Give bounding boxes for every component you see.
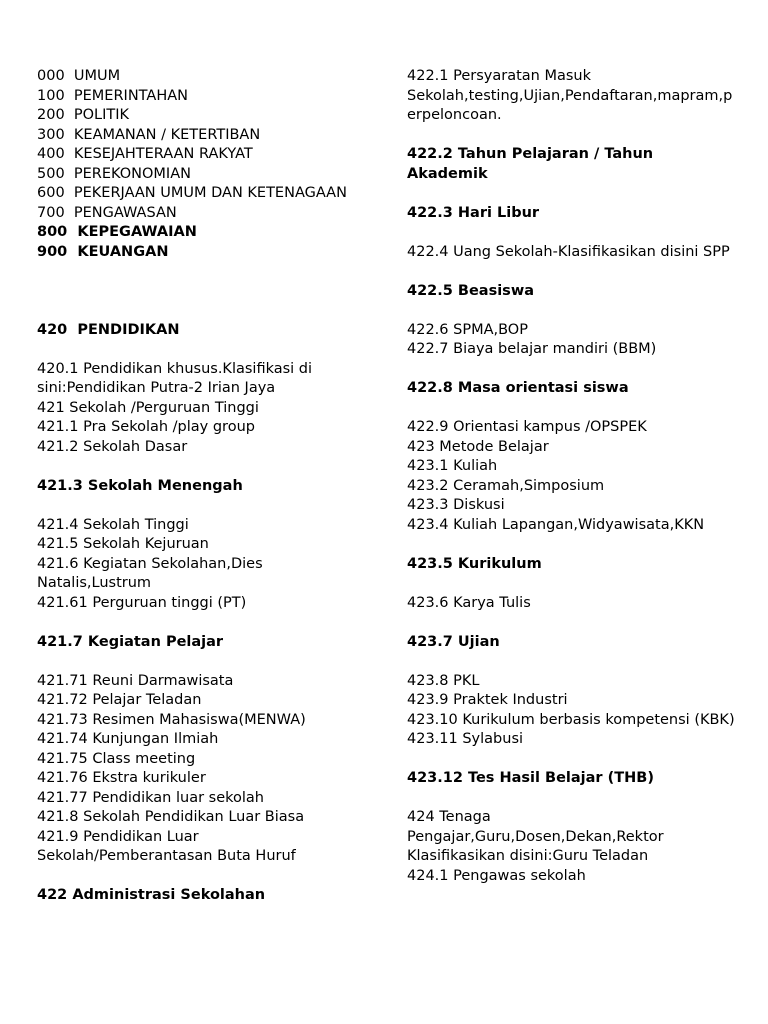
classification-entry: 421.75 Class meeting [37,750,196,767]
classification-entry: 421.4 Sekolah Tinggi [37,516,189,533]
classification-entry: 400 KESEJAHTERAAN RAKYAT [37,146,253,162]
left-column [37,67,377,906]
blank-line [37,867,377,887]
classification-entry: 420.1 Pendidikan khusus.Klasifikasi di sini:Pendidikan Putra-2 Irian Jaya [37,360,317,396]
section-heading: 422.8 Masa orientasi siswa [407,380,629,396]
right-column [407,67,737,886]
blank-line [407,750,737,770]
classification-entry: 421.72 Pelajar Teladan [37,692,202,708]
section-heading: 423.5 Kurikulum [407,555,542,572]
blank-line [407,262,737,282]
classification-entry: 421.9 Pendidikan Luar Sekolah/Pemberantasan Buta Huruf [37,828,296,864]
classification-entry: 100 PEMERINTAHAN [37,87,188,104]
blank-line [407,399,737,419]
blank-line [37,340,377,360]
section-heading: 900 KEUANGAN [37,243,169,260]
classification-entry: 421.77 Pendidikan luar sekolah [37,789,264,806]
blank-line [407,789,737,809]
classification-entry: 423.8 PKL [407,672,480,689]
classification-entry: 421.73 Resimen Mahasiswa(MENWA) [37,711,306,728]
classification-entry: 423.2 Ceramah,Simposium [407,477,605,494]
section-heading: 422.5 Beasiswa [407,282,534,299]
blank-line [407,652,737,672]
classification-entry: 421.71 Reuni Darmawisata [37,672,234,689]
blank-line [37,652,377,672]
classification-entry: 422.1 Persyaratan Masuk Sekolah,testing,Ujian,Pendaftaran,mapram,perpeloncoan. [407,68,733,123]
blank-line [407,535,737,555]
classification-entry: 424.1 Pengawas sekolah [407,867,586,884]
section-heading: 422 Administrasi Sekolahan [37,887,266,903]
section-heading: 422.3 Hari Libur [407,204,540,221]
classification-entry: 423.4 Kuliah Lapangan,Widyawisata,KKN [407,516,705,533]
classification-entry: 422.4 Uang Sekolah-Klasifikasikan disini SPP [407,243,730,260]
classification-entry: 200 POLITIK [37,107,130,123]
blank-line [37,496,377,516]
blank-line [37,457,377,477]
classification-entry: 421.1 Pra Sekolah /play group [37,419,255,435]
blank-line [407,613,737,633]
blank-line [37,613,377,633]
classification-entry: 421.6 Kegiatan Sekolahan,Dies Natalis,Lustrum [37,555,268,591]
section-heading: 421.7 Kegiatan Pelajar [37,633,224,650]
classification-entry: 500 PEREKONOMIAN [37,165,191,182]
classification-entry: 421.8 Sekolah Pendidikan Luar Biasa [37,809,305,825]
classification-entry: 423.9 Praktek Industri [407,692,568,708]
classification-entry: 423.6 Karya Tulis [407,594,531,611]
classification-entry: 600 PEKERJAAN UMUM DAN KETENAGAAN [37,185,347,201]
classification-entry: 421.61 Perguruan tinggi (PT) [37,594,247,611]
classification-entry: 421.2 Sekolah Dasar [37,438,188,455]
section-heading: 420 PENDIDIKAN [37,321,180,338]
classification-entry: 422.6 SPMA,BOP [407,321,528,338]
classification-entry: 423 Metode Belajar [407,438,549,455]
classification-entry: 300 KEAMANAN / KETERTIBAN [37,126,261,143]
blank-line [407,126,737,146]
classification-entry: 424 Tenaga Pengajar,Guru,Dosen,Dekan,Rektor Klasifikasikan disini:Guru Teladan [407,809,669,864]
blank-line [407,574,737,594]
section-heading: 423.12 Tes Hasil Belajar (THB) [407,770,654,786]
classification-entry: 423.10 Kurikulum berbasis kompetensi (KBK) [407,711,735,728]
section-heading: 421.3 Sekolah Menengah [37,477,243,494]
section-heading: 422.2 Tahun Pelajaran / Tahun Akademik [407,146,659,182]
blank-line [37,262,377,321]
classification-entry: 422.7 Biaya belajar mandiri (BBM) [407,341,657,357]
blank-line [407,184,737,204]
classification-entry: 421.76 Ekstra kurikuler [37,770,206,786]
section-heading: 800 KEPEGAWAIAN [37,224,197,240]
section-heading: 423.7 Ujian [407,633,500,650]
classification-entry: 421 Sekolah /Perguruan Tinggi [37,399,259,416]
blank-line [407,223,737,243]
classification-entry: 423.3 Diskusi [407,497,505,513]
classification-entry: 700 PENGAWASAN [37,204,177,221]
classification-entry: 421.74 Kunjungan Ilmiah [37,731,219,747]
classification-entry: 421.5 Sekolah Kejuruan [37,536,209,552]
classification-entry: 000 UMUM [37,68,121,84]
classification-entry: 423.11 Sylabusi [407,731,524,747]
blank-line [407,301,737,321]
classification-entry: 422.9 Orientasi kampus /OPSPEK [407,419,647,435]
classification-entry: 423.1 Kuliah [407,458,498,474]
blank-line [407,360,737,380]
